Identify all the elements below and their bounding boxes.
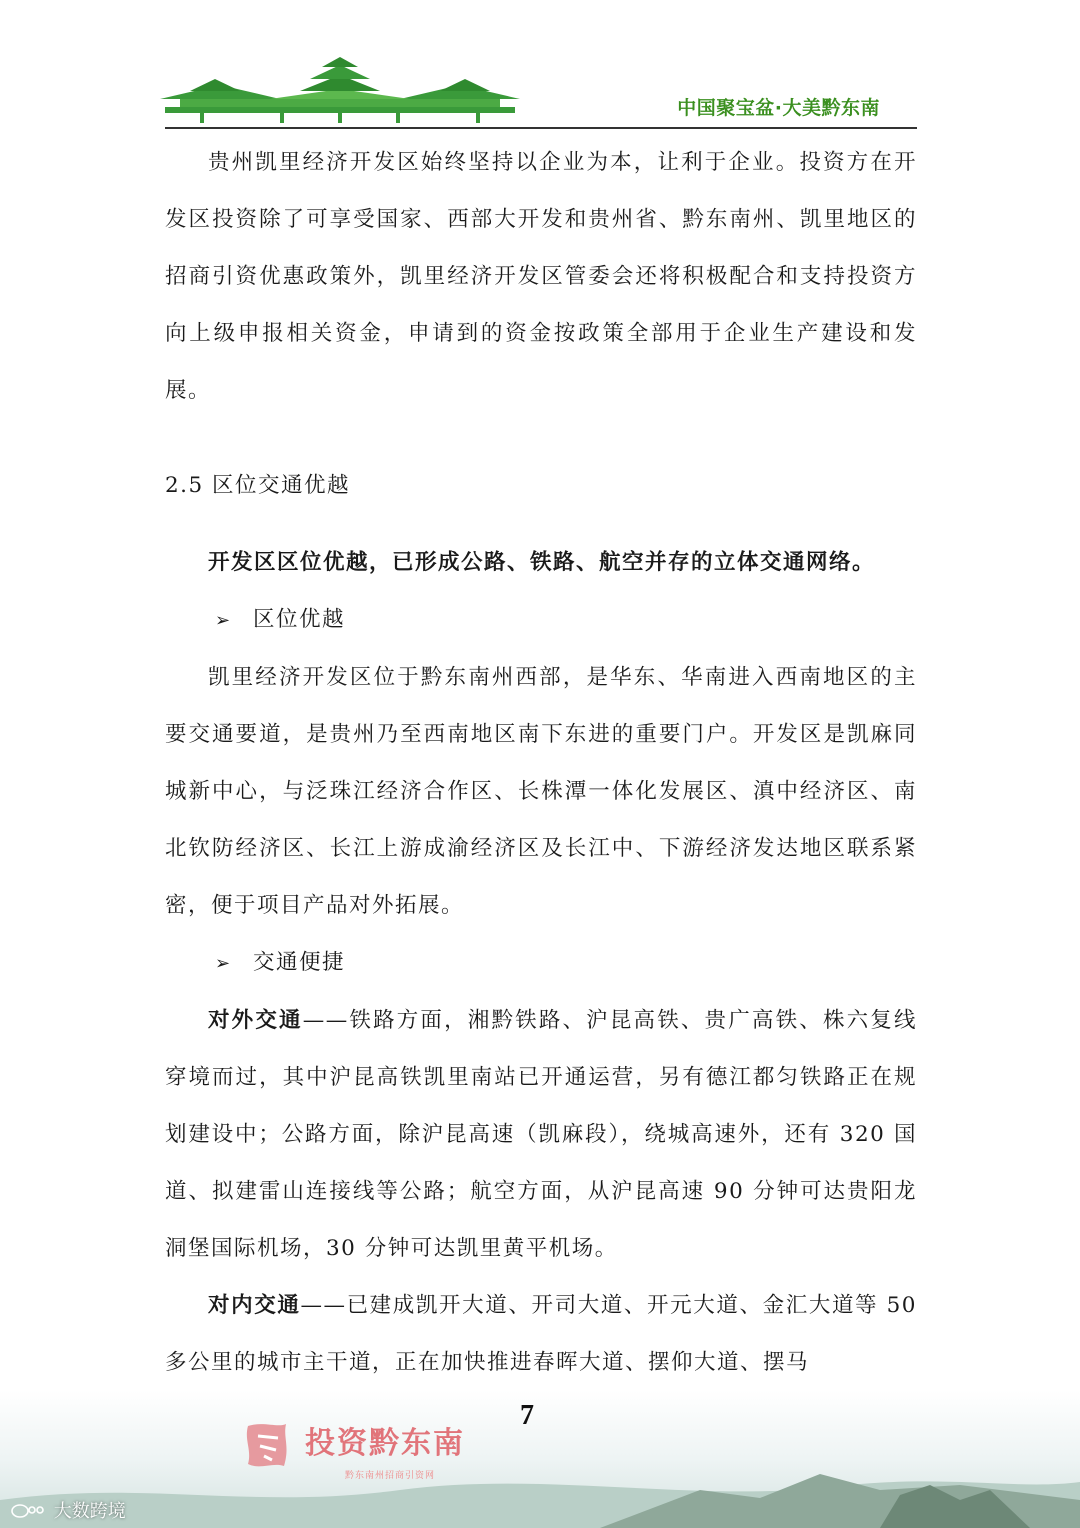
red-seal-icon	[238, 1416, 298, 1476]
bullet-label: 区位优越	[253, 607, 346, 632]
paragraph-text: ——铁路方面，湘黔铁路、沪昆高铁、贵广高铁、株六复线穿境而过，其中沪昆高铁凯里南站已开通运营，另有德江都匀铁路正在规划建设中；公路方面，除沪昆高速（凯麻段），绕城高速外，还有 320 国道、拟建雷山连接线等公路；航空方面，从沪昆高速 90 分钟可达贵阳龙洞堡国际机场，30 分钟可达凯里黄平机场。	[165, 1008, 917, 1261]
sub-label: 对外交通	[208, 1008, 303, 1033]
page-number: 7	[520, 1400, 534, 1431]
header-slogan: 中国聚宝盆·大美黔东南	[677, 97, 880, 119]
paragraph-external-transport	[165, 992, 917, 1277]
weibo-icon	[10, 1500, 48, 1520]
sub-label: 对内交通	[208, 1293, 301, 1318]
arrow-bullet-icon: ➢	[215, 953, 232, 974]
document-body	[165, 134, 917, 1391]
arrow-bullet-icon: ➢	[215, 610, 232, 631]
bullet-transport-convenience	[165, 934, 917, 992]
header-divider	[165, 127, 917, 129]
watermark	[10, 1497, 126, 1523]
pagoda-bridge-icon	[160, 55, 520, 125]
bullet-location-advantage	[165, 591, 917, 649]
paragraph-investment-policy: 贵州凯里经济开发区始终坚持以企业为本，让利于企业。投资方在开发区投资除了可享受国家、西部大开发和贵州省、黔东南州、凯里地区的招商引资优惠政策外，凯里经济开发区管委会还将积极配合和支持投资方向上级申报相关资金，申请到的资金按政策全部用于企业生产建设和发展。	[165, 150, 917, 403]
paragraph-internal-transport	[165, 1277, 917, 1391]
paragraph-text: ——已建成凯开大道、开司大道、开元大道、金汇大道等 50 多公里的城市主干道，正在加快推进春晖大道、摆仰大道、摆马	[165, 1293, 917, 1375]
footer-brand: 投资黔东南	[305, 1426, 465, 1461]
paragraph-location: 凯里经济开发区位于黔东南州西部，是华东、华南进入西南地区的主要交通要道，是贵州乃至西南地区南下东进的重要门户。开发区是凯麻同城新中心，与泛珠江经济合作区、长株潭一体化发展区、滇中经济区、南北钦防经济区、长江上游成渝经济区及长江中、下游经济发达地区联系紧密，便于项目产品对外拓展。	[165, 665, 917, 918]
lead-paragraph: 开发区区位优越，已形成公路、铁路、航空并存的立体交通网络。	[208, 550, 876, 575]
watermark-text: 大数跨境	[53, 1501, 126, 1522]
section-heading: 2.5 区位交通优越	[165, 473, 351, 498]
footer-landscape	[0, 1390, 1080, 1528]
footer-brand-subtitle: 黔东南州招商引资网	[345, 1471, 436, 1481]
bullet-label: 交通便捷	[253, 950, 346, 975]
